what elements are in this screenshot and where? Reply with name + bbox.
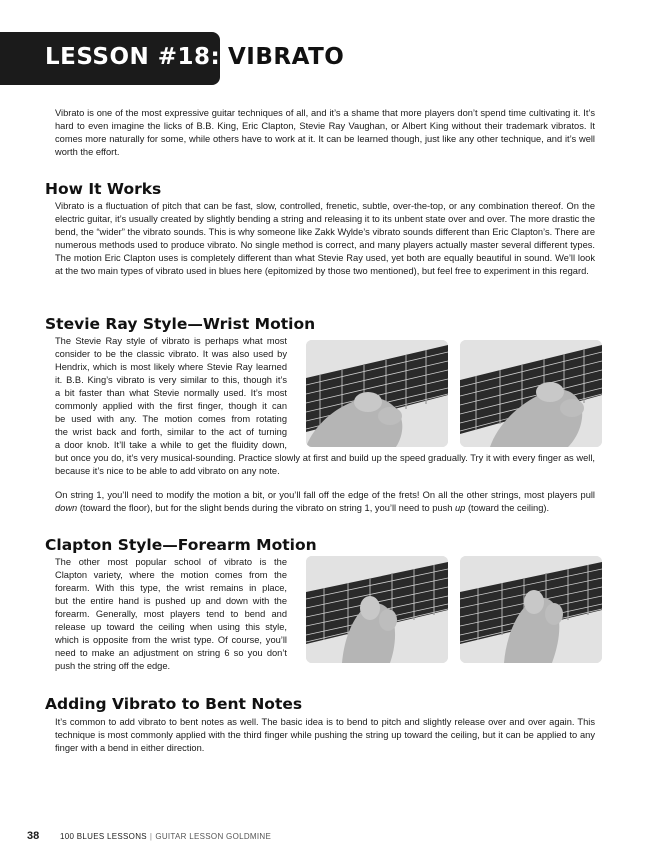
heading-clapton-style: Clapton Style—Forearm Motion [45, 536, 317, 554]
text-line: it. B.B. King’s vibrato is very similar to this, though it’s [55, 375, 287, 385]
bent-notes-paragraph: It’s common to add vibrato to bent notes as well. The basic idea is to bend to pitch and slightly release over and over again. This technique is most commonly applied with the third finger while pushing the string up toward the ceiling, but it can be applied to any finger with a bend in either direction. [55, 717, 595, 753]
text-run: (toward the floor), but for the slight bends during the vibrato on string 1, you’ll need to push [77, 503, 456, 513]
heading-stevie-ray-style: Stevie Ray Style—Wrist Motion [45, 315, 316, 333]
how-it-works-paragraph: Vibrato is a fluctuation of pitch that can be fast, slow, controlled, frenetic, subtle, over-the-top, or any combination thereof. On the electric guitar, it’s usually created by slightly bending a string and releasing it to its unbent state over and over. The more drastic the bend, the “wider” the vibrato sounds. This is why someone like Zakk Wylde’s vibrato sounds different than Eric Clapton’s. There are numerous methods used to produce vibrato. No single method is correct, and many players actually master several different types. The motion Eric Clapton uses is completely different than what Stevie Ray used, yet both are equally beautiful in sound. We’ll look at the two main types of vibrato used in blues here (epitomized by those two mentioned), but feel free to experiment in this regard. [55, 201, 595, 276]
text-line: a door knob. It’ll take a while to get the fluidity down, [55, 440, 287, 450]
text-line: be used with any. The motion comes from rotating [55, 414, 287, 424]
heading-how-it-works: How It Works [45, 180, 162, 198]
footer-separator: | [149, 832, 153, 841]
text-line: but the entire hand is pushed up and down with the [55, 596, 287, 606]
text-line: forearm. With this type, the wrist remains in place, [55, 583, 287, 593]
running-footer [60, 832, 271, 841]
text-line: push the string off the edge. [55, 661, 171, 671]
emphasis-down: down [55, 503, 78, 513]
text-run: On string 1, you’ll need to modify the motion a bit, or you’ll fall off the edge of the frets! On all the other strings, most players pull [55, 490, 595, 500]
text-line: which is opposite from the wrist type. Of course, you’ll [55, 635, 287, 645]
text-line: the wrist back and forth, similar to the act of turning [55, 427, 287, 437]
text-line: need to make an adjustment on string 6 so you don’t [55, 648, 287, 658]
series-title: GUITAR LESSON GOLDMINE [155, 832, 272, 841]
stevie-ray-continued-paragraph: but once you do, it’s very musical-sounding. Practice slowly at first and build up the speed gradually. Try it with every finger as well, because it’s nice to be able to add vibrato on any note. [55, 453, 595, 476]
text-run: (toward the ceiling). [465, 503, 550, 513]
emphasis-up: up [455, 503, 466, 513]
heading-adding-vibrato-bent-notes: Adding Vibrato to Bent Notes [45, 695, 303, 713]
text-line: The other most popular school of vibrato is the [55, 557, 287, 567]
text-line: forearm. Generally, most players tend to bend and [55, 609, 287, 619]
text-line: The Stevie Ray style of vibrato is perhaps what most [55, 336, 287, 346]
stevie-ray-wrapped-text [55, 335, 287, 452]
intro-paragraph: Vibrato is one of the most expressive guitar techniques of all, and it’s a shame that more players don’t spend time cultivating it. It’s hard to even imagine the licks of B.B. King, Eric Clapton, Stevie Ray Vaughan, or Albert King without their trademark vibratos. It comes more naturally for some, while others have to work at it. It can be learned though, just like any other technique, and it’s well worth the effort. [55, 108, 595, 157]
clapton-wrapped-text [55, 556, 287, 673]
text-line: release up toward the ceiling when using this style, [55, 622, 287, 632]
text-line: Hendrix, which is most likely where Stevie Ray learned [55, 362, 287, 372]
lesson-number: LESSON #18: [45, 44, 221, 70]
text-line: Clapton variety, where the motion comes from the [55, 570, 287, 580]
wrist-motion-photo-2 [460, 340, 602, 447]
page-number: 38 [27, 830, 40, 842]
text-line: consider to be the classic vibrato. It was also used by [55, 349, 287, 359]
text-line: commonly applied with the first finger, though it can [55, 401, 287, 411]
forearm-motion-photo-1 [306, 556, 448, 663]
book-title: 100 BLUES LESSONS [60, 832, 147, 841]
wrist-motion-photo-1 [306, 340, 448, 447]
text-line: a bit faster than what Stevie normally used. It’s most [55, 388, 287, 398]
string-one-paragraph [55, 489, 595, 515]
forearm-motion-photo-2 [460, 556, 602, 663]
lesson-title: VIBRATO [228, 44, 345, 70]
